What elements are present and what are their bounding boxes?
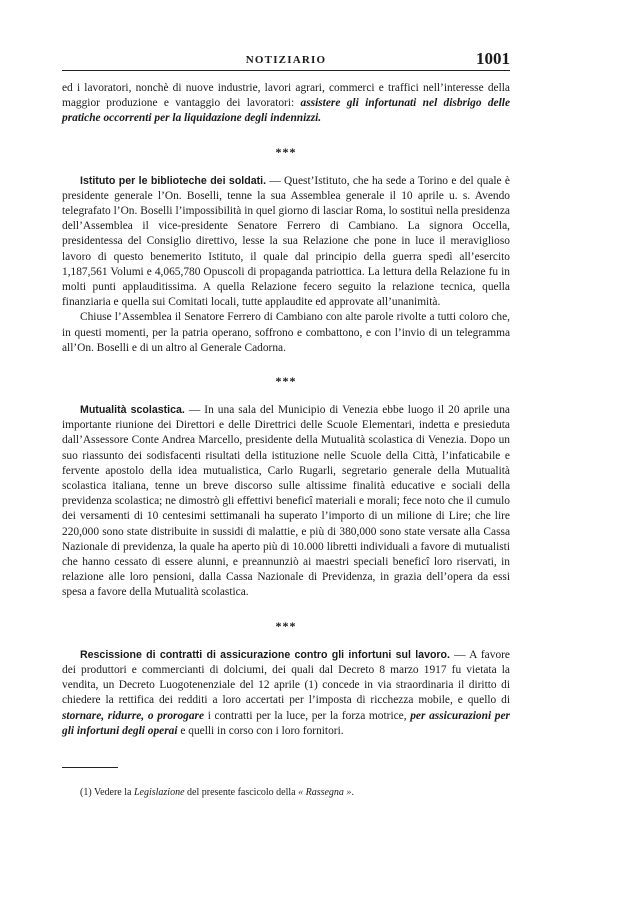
running-header xyxy=(62,48,510,71)
separator-1: *** xyxy=(275,144,297,159)
opening-emphasis: assistere gli infortunati nel disbrigo delle pratiche occorrenti per la liquidazione degli indennizzi. xyxy=(62,97,511,125)
section1-paragraph2: Chiuse l’Assemblea il Senatore Ferrero di Cambiano con alte parole rivolte a tutti coloro che, in questi momenti, per la patria operano, soffrono e combattono, e con l’invio di un telegramma all’On. Boselli e di un altro al Generale Cadorna. xyxy=(62,311,510,354)
section3-text-a: — A favore dei produttori e commercianti di dolciumi, dei quali dal Decreto 8 marzo 1917 fu vietata la vendita, un Decreto Luogotenenziale del 12 aprile (1) concede in via straordinaria il diritto di chiedere la rettifica dei redditi a loro accertati per l’imposta di ricchezza mobile, e quello di xyxy=(62,648,510,707)
article-body xyxy=(62,81,510,799)
page xyxy=(62,48,510,799)
section3-text-c: e quelli in corso con i loro fornitori. xyxy=(177,724,344,737)
section3-paragraph xyxy=(62,648,510,739)
section3-emphasis-a: stornare, ridurre, o prorogare xyxy=(62,709,205,722)
footnote-rule xyxy=(62,767,118,768)
section1-heading: Istituto per le biblioteche dei soldati. xyxy=(80,174,267,187)
section3-heading: Rescissione di contratti di assicurazione contro gli infortuni sul lavoro. xyxy=(80,648,450,661)
section1-text: — Quest’Istituto, che ha sede a Torino e del quale è presidente generale l’On. Boselli, tenne la sua Assemblea generale il 10 aprile u. s. Avendo telegrafato l’On. Boselli l’impossibilità in quel giorno di lasciar Roma, lo sostituì nella presidenza dell’Assemblea il vice-presidente Senatore Ferrero di Cambiano. La signora Occella, presidentessa del Consiglio direttivo, lesse la sua Relazione che pone in luce il meraviglioso lavoro di questo benemerito Istituto, il quale dal principio della guerra spedì all’esercito 1,187,561 Volumi e 4,065,780 Opuscoli di propaganda patriottica. La lettura della Relazione fu in molti punti applauditissima. A quella Relazione fecero seguito la relazione tecnica, quella finanziaria e quella sui Comitati locali, tutte applaudite ed approvate all’unanimità. xyxy=(62,174,510,309)
opening-text: ed i lavoratori, nonchè di nuove industrie, lavori agrari, commerci e traffici nell’interesse della maggior produzione e vantaggio dei lavoratori: xyxy=(62,82,510,110)
section3-emphasis-b: per assicurazioni per gli infortuni degli operai xyxy=(62,709,510,737)
section1-paragraph xyxy=(62,174,510,311)
opening-paragraph xyxy=(62,81,510,127)
section2-text: — In una sala del Municipio di Venezia ebbe luogo il 20 aprile una importante riunione dei Direttori e delle Direttrici delle Scuole Elementari, indetta e presieduta dall’Assessore Conte Andrea Marcello, presidente della Mutualità scolastica di Venezia. Dopo un suo riassunto dei sodisfacenti risultati della istituzione nelle Scuole della Città, l’infaticabile e fervente apostolo della idea mutualistica, Carlo Rugarli, segretario generale della Mutualità scolastica italiana, tenne un breve discorso sulle altissime finalità educative e sociali della previdenza scolastica; ne dimostrò gli effettivi beneficî materiali e morali; fece noto che il cumulo dei versamenti di 10 centesimi settimanali ha superato l’importo di un milione di Lire; che lire 220,000 sono state distribuite in sussidi di malattie, e più di 380,000 sono state versate alla Cassa Nazionale di previdenza, la quale ha aperto più di 10.000 libretti individuali a favore di mutualisti che hanno cessato di essere alunni, e preannunziò ai maestri speciali beneficî loro riservati, in relazione alle loro pensioni, dalla Cassa Nazionale di Previdenza, in grazia dell’opera da essi spesa a favore della Mutualità scolastica. xyxy=(62,404,510,599)
footnote-text-b: del presente fascicolo della xyxy=(184,786,299,798)
footnote-text-c: . xyxy=(351,786,354,798)
section-title: NOTIZIARIO xyxy=(245,54,327,66)
footnote-emphasis: Legislazione xyxy=(133,786,185,798)
section2-heading: Mutualità scolastica. xyxy=(80,404,185,417)
section3-text-b: i contratti per la luce, per la forza motrice, xyxy=(204,709,411,722)
footnote-emphasis-2: « Rassegna » xyxy=(298,786,352,798)
section2-paragraph xyxy=(62,403,510,601)
separator-2: *** xyxy=(275,374,297,389)
footnote-text-a: (1) Vedere la xyxy=(80,786,134,798)
separator-3: *** xyxy=(275,618,297,633)
page-number: 1001 xyxy=(476,49,510,68)
footnote xyxy=(62,786,510,799)
